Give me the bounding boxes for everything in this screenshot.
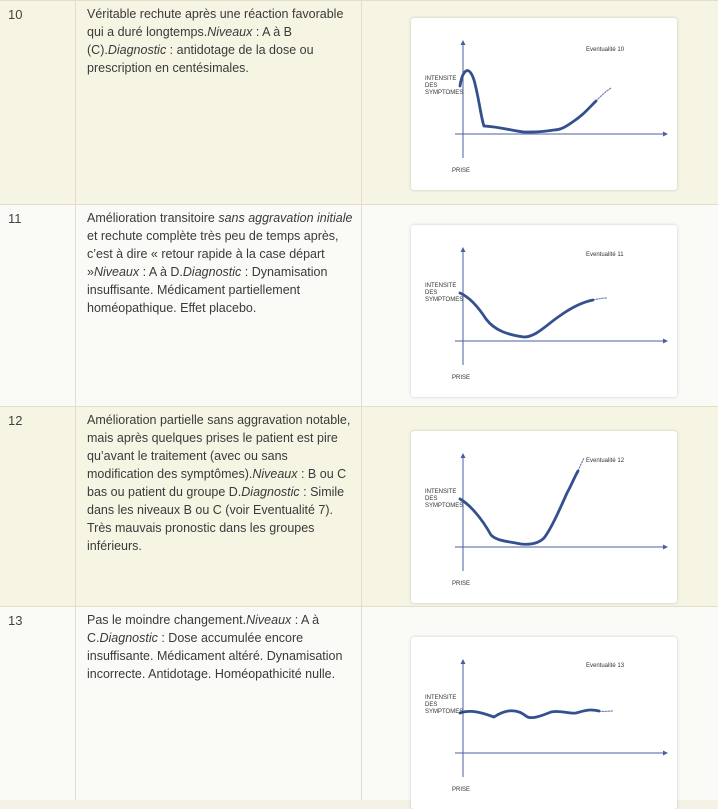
chart-svg bbox=[411, 225, 677, 397]
x-axis-arrow bbox=[663, 339, 668, 344]
description-text: Amélioration partielle sans aggravation notable, mais après quelques prises le patient est pire qu’avant le traitement (avec ou sans modification des symptômes). bbox=[87, 413, 350, 481]
symptom-curve-tail bbox=[593, 298, 607, 300]
x-axis-arrow bbox=[663, 751, 668, 756]
description-text: Pas le moindre changement. bbox=[87, 613, 246, 627]
description-text: : A à D. bbox=[139, 265, 183, 279]
chart-title: Eventualité 11 bbox=[586, 252, 624, 258]
y-axis-label: INTENSITE bbox=[425, 489, 456, 495]
chart-cell bbox=[363, 407, 718, 606]
description-text: Amélioration transitoire bbox=[87, 211, 218, 225]
description-text: Véritable rechute après une réaction favorable qui a duré longtemps. bbox=[87, 7, 343, 39]
chart-cell bbox=[363, 205, 718, 406]
table-row bbox=[0, 204, 718, 406]
description-text: : A à B (C). bbox=[87, 25, 292, 57]
description-text: : A à C. bbox=[87, 613, 319, 645]
y-axis-label: INTENSITE bbox=[425, 76, 456, 82]
row-description bbox=[77, 607, 362, 800]
row-description bbox=[77, 1, 362, 204]
row-number: 12 bbox=[0, 407, 76, 606]
y-axis-label: DES bbox=[425, 702, 437, 708]
curve-chart bbox=[411, 225, 677, 397]
x-axis-label: PRISE bbox=[452, 168, 470, 174]
description-text: et rechute complète très peu de temps après, c’est à dire « retour rapide à la case départ » bbox=[87, 229, 339, 279]
x-axis-label: PRISE bbox=[452, 581, 470, 587]
curve-chart bbox=[411, 431, 677, 603]
chart-title: Eventualité 10 bbox=[586, 47, 625, 53]
description-text: : antidotage de la dose ou prescription en centésimales. bbox=[87, 43, 314, 75]
description-italic-term: sans aggravation initiale bbox=[218, 211, 352, 225]
x-axis-arrow bbox=[663, 545, 668, 550]
description-text: : B ou C bas ou patient du groupe D. bbox=[87, 467, 346, 499]
y-axis-label: SYMPTOMES bbox=[425, 709, 463, 715]
x-axis-arrow bbox=[663, 132, 668, 137]
table-row bbox=[0, 0, 718, 204]
symptom-curve bbox=[460, 293, 593, 337]
description-italic-term: Diagnostic bbox=[241, 485, 299, 499]
chart-title: Eventualité 12 bbox=[586, 458, 625, 464]
y-axis-arrow bbox=[461, 247, 466, 252]
description-italic-term: Niveaux bbox=[207, 25, 252, 39]
x-axis-label: PRISE bbox=[452, 375, 470, 381]
table-row bbox=[0, 606, 718, 800]
symptom-curve bbox=[460, 471, 578, 544]
description-italic-term: Niveaux bbox=[252, 467, 297, 481]
y-axis-arrow bbox=[461, 659, 466, 664]
row-number: 10 bbox=[0, 1, 76, 204]
description-italic-term: Niveaux bbox=[94, 265, 139, 279]
y-axis-label: SYMPTOMES bbox=[425, 503, 463, 509]
y-axis-label: INTENSITE bbox=[425, 283, 456, 289]
row-description bbox=[77, 205, 362, 406]
row-description bbox=[77, 407, 362, 606]
x-axis-label: PRISE bbox=[452, 787, 470, 793]
chart-cell bbox=[363, 1, 718, 204]
description-text: : Dose accumulée encore insuffisante. Médicament altéré. Dynamisation incorrecte. Antidotage. Homéopathicité nulle. bbox=[87, 631, 342, 681]
symptom-curve-tail bbox=[578, 458, 584, 471]
chart-svg bbox=[411, 18, 677, 190]
y-axis-arrow bbox=[461, 453, 466, 458]
y-axis-label: INTENSITE bbox=[425, 695, 456, 701]
y-axis-label: DES bbox=[425, 290, 437, 296]
y-axis-label: SYMPTOMES bbox=[425, 90, 463, 96]
row-number: 11 bbox=[0, 205, 76, 406]
curve-chart bbox=[411, 18, 677, 190]
y-axis-arrow bbox=[461, 40, 466, 45]
curve-chart bbox=[411, 637, 677, 809]
y-axis-label: SYMPTOMES bbox=[425, 297, 463, 303]
y-axis-label: DES bbox=[425, 83, 437, 89]
row-number: 13 bbox=[0, 607, 76, 800]
description-italic-term: Niveaux bbox=[246, 613, 291, 627]
symptom-curve bbox=[460, 71, 596, 132]
y-axis-label: DES bbox=[425, 496, 437, 502]
description-text: : Dynamisation insuffisante. Médicament partiellement homéopathique. Effet placebo. bbox=[87, 265, 327, 315]
symptom-curve bbox=[460, 710, 599, 718]
description-text: : Simile dans les niveaux B ou C (voir Eventualité 7). Très mauvais pronostic dans les groupes inférieurs. bbox=[87, 485, 344, 553]
description-italic-term: Diagnostic bbox=[100, 631, 158, 645]
chart-svg bbox=[411, 637, 677, 809]
symptom-curve-tail bbox=[596, 88, 611, 101]
chart-title: Eventualité 13 bbox=[586, 663, 625, 669]
description-italic-term: Diagnostic bbox=[108, 43, 166, 57]
description-italic-term: Diagnostic bbox=[183, 265, 241, 279]
table-row bbox=[0, 406, 718, 606]
chart-cell bbox=[363, 607, 718, 800]
chart-svg bbox=[411, 431, 677, 603]
